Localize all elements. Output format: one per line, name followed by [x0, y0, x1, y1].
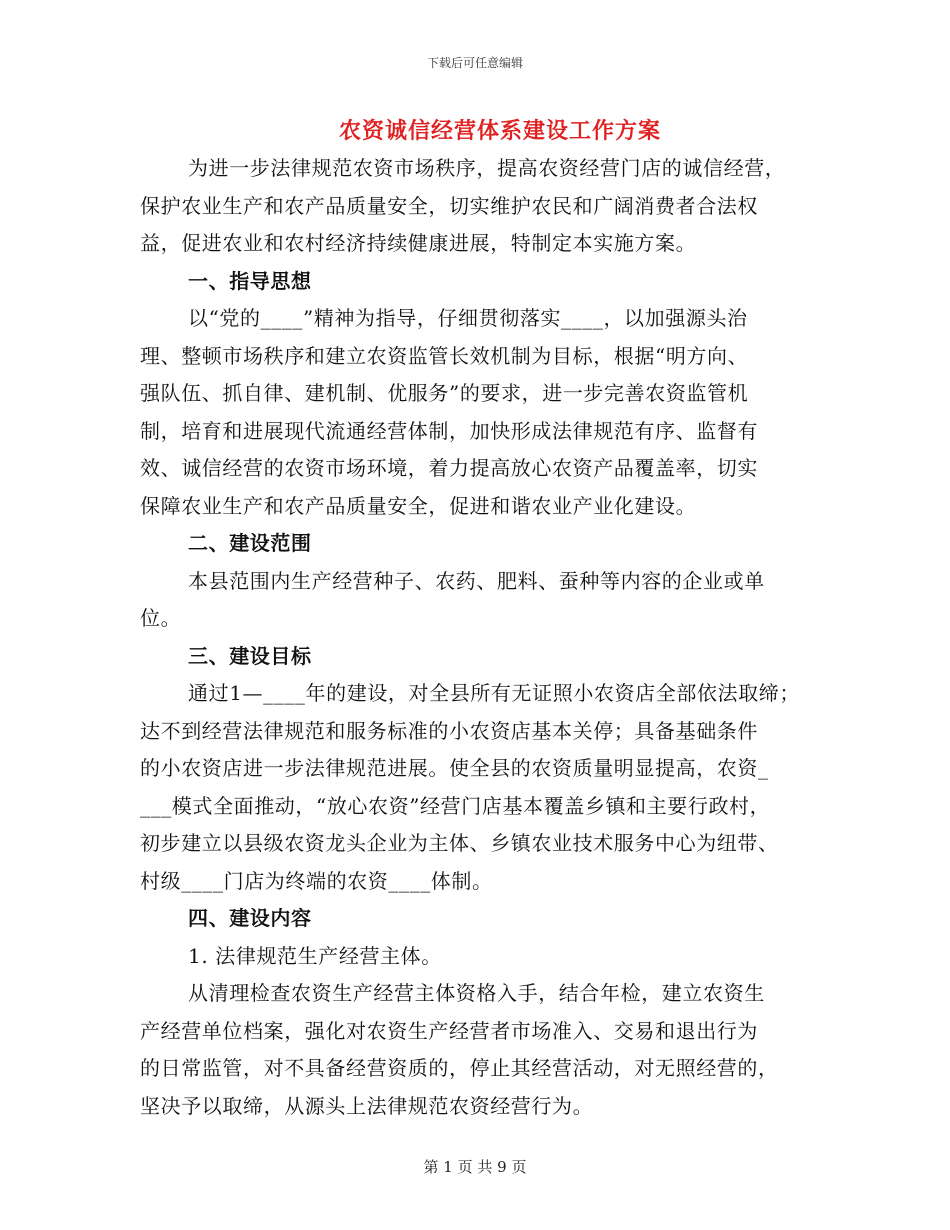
paragraph-line: 理、整顿市场秩序和建立农资监管长效机制为目标，根据“明方向、: [140, 343, 749, 368]
paragraph-line: 从清理检查农资生产经营主体资格入手，结合年检，建立农资生: [188, 981, 765, 1005]
document-title: 农资诚信经营体系建设工作方案: [338, 118, 661, 144]
header-note: 下载后可任意编辑: [426, 56, 523, 70]
document-body: [140, 150, 820, 1125]
paragraph-line: 强队伍、抓自律、建机制、优服务”的要求，进一步完善农资监管机: [140, 381, 749, 405]
paragraph-line: 的小农资店进一步法律规范进展。使全县的农资质量明显提高，农资_: [140, 756, 769, 780]
page-footer: 第 1 页 共 9 页: [423, 1158, 527, 1176]
paragraph-line: 保护农业生产和农产品质量安全，切实维护农民和广阔消费者合法权: [140, 193, 758, 218]
paragraph-line: 制，培育和进展现代流通经营体制，加快形成法律规范有序、监督有: [140, 418, 758, 443]
section-heading: 二、建设范围: [188, 531, 312, 555]
paragraph-line: 达不到经营法律规范和服务标准的小农资店基本关停；具备基础条件: [140, 718, 758, 743]
paragraph-line: 坚决予以取缔，从源头上法律规范农资经营行为。: [140, 1093, 594, 1118]
paragraph-line: 位。: [140, 606, 182, 630]
section-heading: 三、建设目标: [188, 643, 312, 668]
section-heading: 一、指导思想: [188, 268, 312, 293]
paragraph-line: 保障农业生产和农产品质量安全，促进和谐农业产业化建设。: [140, 493, 697, 518]
paragraph-line: 产经营单位档案，强化对农资生产经营者市场准入、交易和退出行为: [140, 1018, 758, 1043]
paragraph-line: 为进一步法律规范农资市场秩序，提高农资经营门店的诚信经营，: [188, 156, 786, 180]
section-heading: 四、建设内容: [188, 906, 312, 930]
paragraph-line: 本县范围内生产经营种子、农药、肥料、蚕种等内容的企业或单: [188, 568, 765, 593]
paragraph-line: 初步建立以县级农资龙头企业为主体、乡镇农业技术服务中心为纽带、: [140, 831, 779, 855]
paragraph-line: 通过1—____年的建设，对全县所有无证照小农资店全部依法取缔；: [188, 681, 800, 705]
paragraph-line: 的日常监管，对不具备经营资质的，停止其经营活动，对无照经营的，: [140, 1056, 779, 1080]
paragraph-line: 1. 法律规范生产经营主体。: [188, 943, 442, 968]
paragraph-line: 益，促进农业和农村经济持续健康进展，特制定本实施方案。: [140, 231, 697, 255]
paragraph-line: ___模式全面推动，“放心农资”经营门店基本覆盖乡镇和主要行政村，: [140, 793, 771, 818]
paragraph-line: 效、诚信经营的农资市场环境，着力提高放心农资产品覆盖率，切实: [140, 456, 758, 480]
paragraph-line: 村级____门店为终端的农资____体制。: [140, 868, 493, 893]
paragraph-line: 以“党的____”精神为指导，仔细贯彻落实____，以加强源头治: [188, 306, 748, 330]
